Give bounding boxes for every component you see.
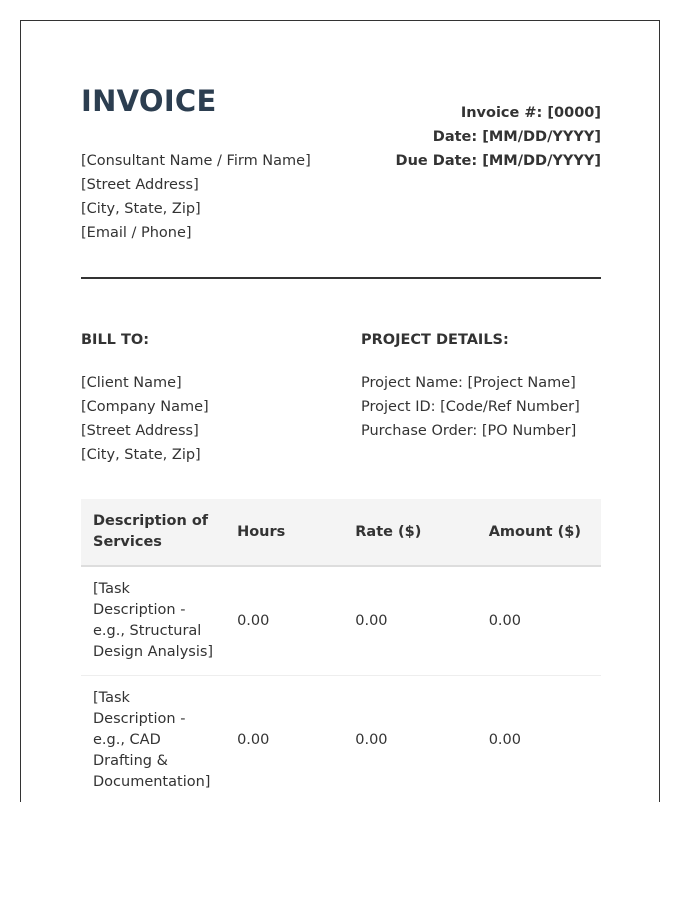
client-name: [Client Name] [81,375,182,391]
header-divider [81,277,601,279]
project-id: Project ID: [Code/Ref Number] [361,399,580,415]
consultant-street: [Street Address] [81,177,199,193]
project-name: Project Name: [Project Name] [361,375,576,391]
invoice-date: Date: [MM/DD/YYYY] [432,129,601,145]
bill-to-heading: BILL TO: [81,332,149,348]
header-hours: Hours [225,499,343,566]
services-table [81,499,601,802]
table-header-row [81,499,601,566]
table-row [81,676,601,803]
row-hours: 0.00 [225,676,343,803]
invoice-title: INVOICE [81,84,217,118]
header-rate: Rate ($) [343,499,476,566]
client-city: [City, State, Zip] [81,447,201,463]
purchase-order: Purchase Order: [PO Number] [361,423,577,439]
table-row [81,566,601,676]
invoice-number: Invoice #: [0000] [460,105,601,121]
row-hours: 0.00 [225,566,343,676]
consultant-address [81,149,311,245]
row-amount: 0.00 [477,566,601,676]
consultant-city: [City, State, Zip] [81,201,201,217]
row-rate: 0.00 [343,566,476,676]
consultant-name: [Consultant Name / Firm Name] [81,153,311,169]
header-amount: Amount ($) [477,499,601,566]
row-description: [Task Description - e.g., CAD Drafting & Documentation] [81,676,225,803]
invoice-content [81,84,601,790]
project-details-section [361,331,580,443]
invoice-meta [396,101,601,173]
client-street: [Street Address] [81,423,199,439]
project-details-heading: PROJECT DETAILS: [361,332,509,348]
bill-to-section [81,331,209,467]
invoice-due-date: Due Date: [MM/DD/YYYY] [395,153,601,169]
header-description: Description of Services [81,499,225,566]
row-amount: 0.00 [477,676,601,803]
consultant-contact: [Email / Phone] [81,225,192,241]
row-description: [Task Description - e.g., Structural Design Analysis] [81,566,225,676]
client-company: [Company Name] [81,399,209,415]
row-rate: 0.00 [343,676,476,803]
invoice-header [81,84,601,277]
invoice-page [20,20,660,802]
